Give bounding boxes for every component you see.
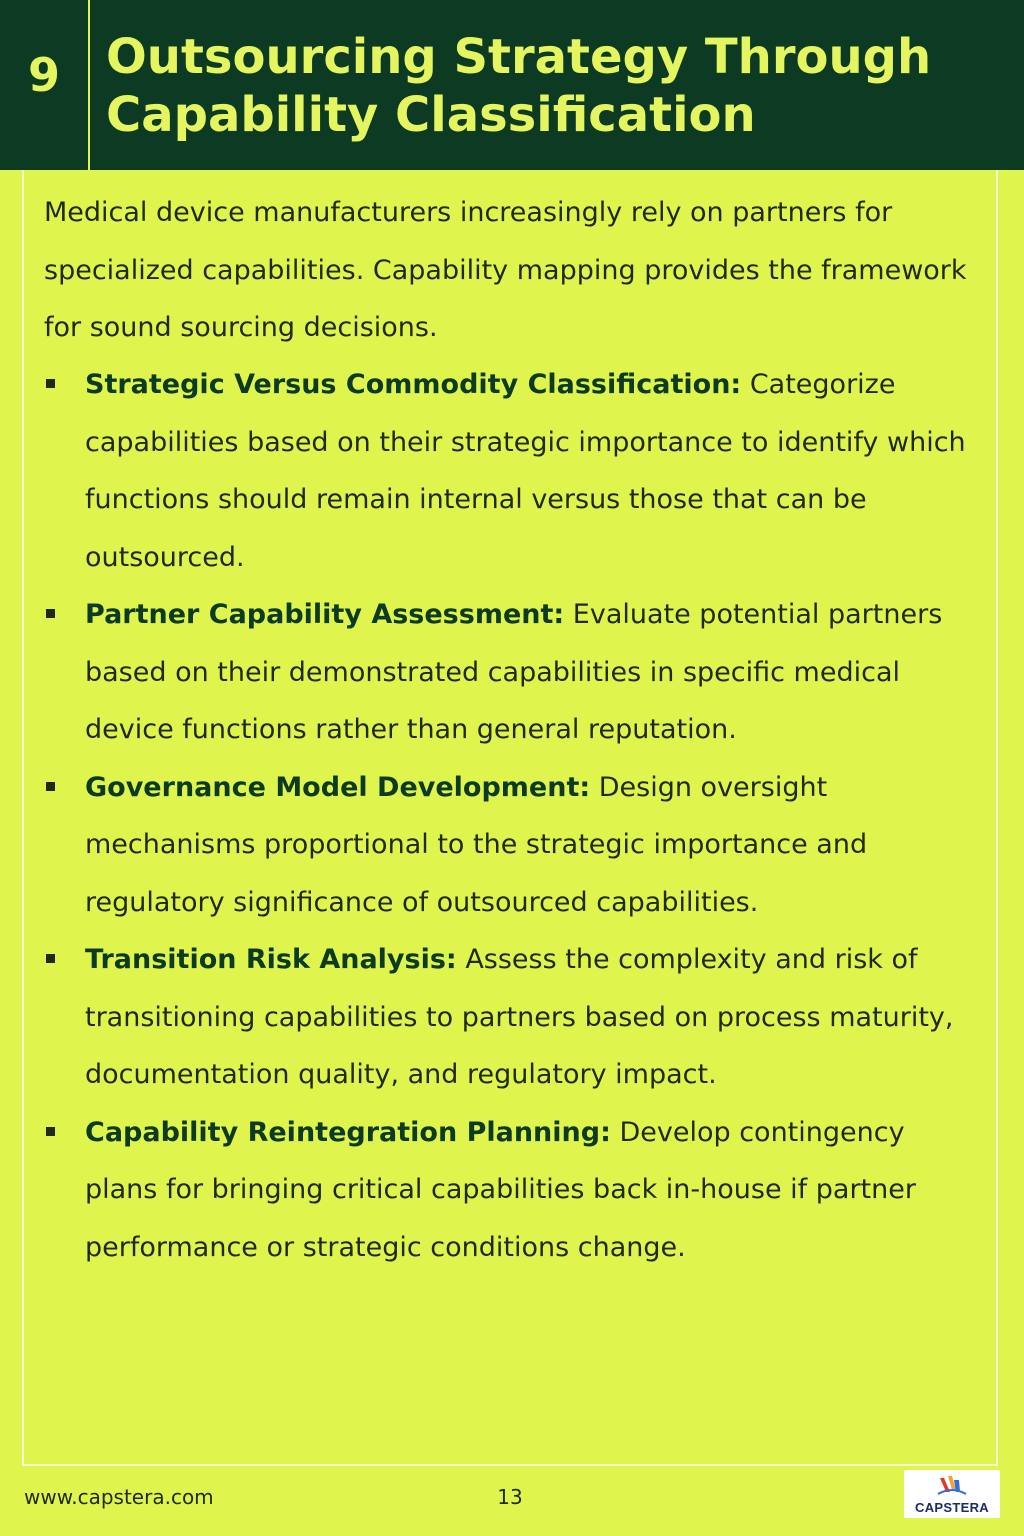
square-bullet-icon [46, 379, 55, 388]
capstera-logo [904, 1470, 1000, 1518]
bullet-list [44, 356, 974, 1276]
bullet-item-governance-model [44, 759, 974, 932]
header-divider [88, 0, 90, 170]
bullet-item-transition-risk [44, 931, 974, 1104]
bullet-term: Strategic Versus Commodity Classification: [85, 369, 742, 400]
intro-paragraph: Medical device manufacturers increasingly rely on partners for specialized capabilities. Capability mapping provides the framework for sound sourcing decisions. [44, 197, 967, 343]
square-bullet-icon [46, 782, 55, 791]
page-header [0, 0, 1024, 170]
bullet-term: Transition Risk Analysis: [85, 944, 457, 975]
bullet-text: Categorize capabilities based on their strategic importance to identify which functions should remain internal versus those that can be outsourced. [85, 369, 966, 573]
bullet-term: Partner Capability Assessment: [85, 599, 565, 630]
bullet-text: Design oversight mechanisms proportional to the strategic importance and regulatory significance of outsourced capabilities. [85, 771, 868, 918]
bullet-text: Assess the complexity and risk of transitioning capabilities to partners based on process maturity, documentation quality, and regulatory impact. [85, 944, 954, 1090]
square-bullet-icon [46, 1127, 55, 1136]
page-title: Outsourcing Strategy Through Capability Classification [106, 29, 932, 143]
bullet-item-strategic-classification [44, 356, 974, 586]
capstera-logo-icon [904, 1472, 1000, 1498]
page-number: 13 [497, 1485, 523, 1509]
section-number: 9 [27, 48, 60, 102]
bullet-term: Capability Reintegration Planning: [85, 1116, 611, 1148]
bullet-term: Governance Model Development: [85, 771, 591, 803]
square-bullet-icon [46, 609, 55, 618]
bullet-item-partner-assessment [44, 586, 974, 759]
bullet-text: Develop contingency plans for bringing critical capabilities back in-house if partner performance or strategic conditions change. [85, 1116, 916, 1263]
logo-text: CAPSTERA [915, 1500, 989, 1515]
bullet-item-reintegration-planning [44, 1104, 974, 1277]
square-bullet-icon [46, 954, 55, 963]
bullet-text: Evaluate potential partners based on their demonstrated capabilities in specific medical device functions rather than general reputation. [85, 599, 943, 745]
footer-url[interactable]: www.capstera.com [24, 1485, 214, 1509]
